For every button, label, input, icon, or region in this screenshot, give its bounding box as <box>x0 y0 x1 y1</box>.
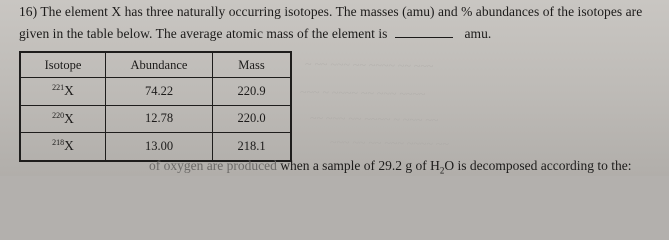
table-header-row <box>20 52 291 78</box>
element-symbol: X <box>64 138 74 154</box>
mass-number: 220 <box>52 110 65 120</box>
abundance-cell: 13.00 <box>106 133 213 161</box>
column-header-abundance: Abundance <box>106 52 213 78</box>
unit-label: amu. <box>464 26 492 41</box>
mass-number: 221 <box>52 83 65 93</box>
question-line-2 <box>19 26 491 42</box>
next-question-text-end: O is decomposed according to the: <box>444 158 632 173</box>
table-row <box>20 105 291 133</box>
table-row <box>20 78 291 106</box>
next-question-text: when a sample of 29.2 g of H <box>276 158 440 173</box>
question-number: 16) <box>19 4 38 19</box>
element-symbol: X <box>64 83 74 99</box>
mass-number: 218 <box>52 138 65 148</box>
isotope-cell <box>20 105 106 133</box>
element-symbol: X <box>64 110 74 126</box>
isotope-table <box>19 51 292 162</box>
table-row <box>20 133 291 161</box>
next-question-cut-text: of oxygen are produced <box>149 158 277 173</box>
question-line-1 <box>19 4 642 20</box>
isotope-cell <box>20 78 106 106</box>
mass-cell: 220.0 <box>213 105 292 133</box>
formula-subscript: 2 <box>439 165 445 176</box>
bleed-through-text: ~~~ ~ ~~~~ ~~ ~~~ ~~~~ <box>299 84 426 102</box>
isotope-cell <box>20 133 106 161</box>
column-header-mass: Mass <box>213 52 292 78</box>
mass-cell: 218.1 <box>213 133 292 161</box>
question-text-line-2: given in the table below. The average atomic mass of the element is <box>19 26 388 41</box>
bleed-through-text: ~ ~~ ~~~ ~~ ~~~~ ~~ ~~~ <box>304 56 434 74</box>
column-header-isotope: Isotope <box>20 52 106 78</box>
bleed-through-text: ~~~ ~~ ~~ ~~~ ~~~~ ~~ <box>329 134 449 152</box>
abundance-cell: 12.78 <box>106 105 213 133</box>
abundance-cell: 74.22 <box>106 78 213 106</box>
next-question-line <box>149 158 632 176</box>
mass-cell: 220.9 <box>213 78 292 106</box>
bleed-through-text: ~~ ~~~ ~~ ~~~~ ~ ~~~ ~~ <box>309 110 439 128</box>
question-text-line-1: The element X has three naturally occurring isotopes. The masses (amu) and % abundances of the isotopes are <box>40 4 643 19</box>
answer-blank[interactable] <box>395 37 453 38</box>
